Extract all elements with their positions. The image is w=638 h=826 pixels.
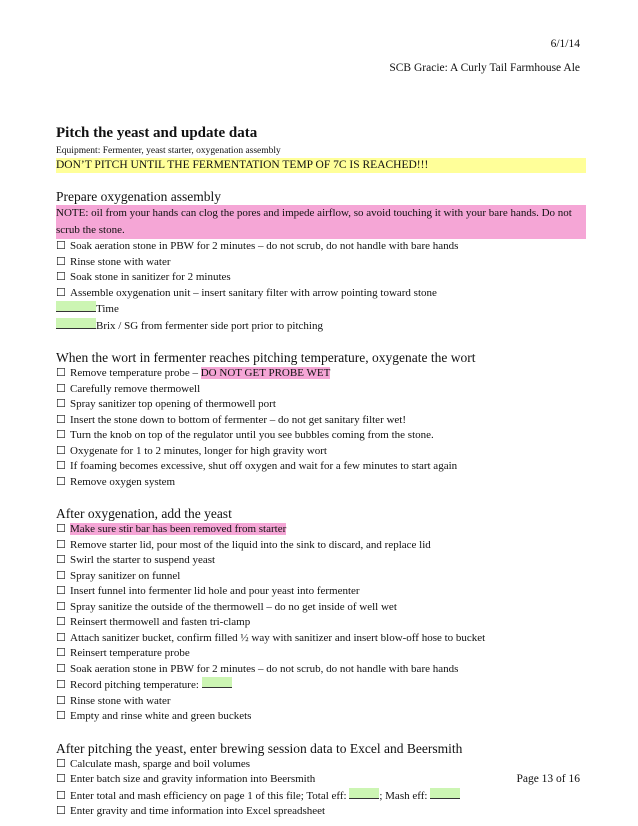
checkbox-icon[interactable]: ☐ bbox=[56, 398, 66, 410]
checkbox-icon[interactable]: ☐ bbox=[56, 789, 66, 802]
checkbox-icon[interactable]: ☐ bbox=[56, 286, 66, 299]
section-oxygenation bbox=[56, 188, 586, 334]
checklist-item: ☐ Reinsert thermowell and fasten tri-clamp bbox=[56, 615, 586, 631]
blank-field[interactable] bbox=[56, 301, 96, 312]
checklist-item: ☐ Rinse stone with water bbox=[56, 694, 586, 710]
checklist bbox=[56, 757, 586, 788]
checklist-item: ☐ Rinse stone with water bbox=[56, 255, 586, 271]
checklist-item: ☐ Attach sanitizer bucket, confirm filled ½ way with sanitizer and insert blow-off hose to bucket bbox=[56, 631, 586, 647]
oxygenation-note: NOTE: oil from your hands can clog the pores and impede airflow, so avoid touching it with your bare hands. Do not scrub the stone. bbox=[56, 205, 586, 239]
checklist-item: ☐ Enter gravity and time information into Excel spreadsheet bbox=[56, 804, 586, 820]
checkbox-icon[interactable]: ☐ bbox=[56, 805, 66, 817]
blank-time-line: Time bbox=[56, 301, 586, 318]
checklist-item: ☐ If foaming becomes excessive, shut off oxygen and wait for a few minutes to start again bbox=[56, 459, 586, 475]
checkbox-icon[interactable]: ☐ bbox=[56, 631, 66, 644]
checklist-item: ☐ Turn the knob on top of the regulator until you see bubbles coming from the stone. bbox=[56, 428, 586, 444]
checkbox-icon[interactable]: ☐ bbox=[56, 538, 66, 551]
checklist-item: ☐ Remove oxygen system bbox=[56, 475, 586, 491]
checkbox-icon[interactable]: ☐ bbox=[56, 679, 66, 691]
checkbox-icon[interactable]: ☐ bbox=[56, 255, 66, 268]
checkbox-icon[interactable]: ☐ bbox=[56, 475, 66, 488]
header-title: SCB Gracie: A Curly Tail Farmhouse Ale bbox=[389, 62, 580, 74]
blank-brix-line: Brix / SG from fermenter side port prior to pitching bbox=[56, 318, 586, 335]
checklist-item: ☐ Spray sanitizer top opening of thermowell port bbox=[56, 397, 586, 413]
checkbox-icon[interactable]: ☐ bbox=[56, 569, 66, 582]
blank-field[interactable] bbox=[56, 318, 96, 329]
checkbox-icon[interactable]: ☐ bbox=[56, 271, 66, 283]
checklist bbox=[56, 538, 586, 678]
checklist-item: ☐ Empty and rinse white and green buckets bbox=[56, 709, 586, 725]
checkbox-icon[interactable]: ☐ bbox=[56, 382, 66, 395]
checkbox-icon[interactable]: ☐ bbox=[56, 240, 66, 252]
checklist-item: ☐ Swirl the starter to suspend yeast bbox=[56, 553, 586, 569]
checklist-item: ☐ Remove starter lid, pour most of the liquid into the sink to discard, and replace lid bbox=[56, 538, 586, 554]
checklist-item: ☐ Soak stone in sanitizer for 2 minutes bbox=[56, 270, 586, 286]
checkbox-icon[interactable]: ☐ bbox=[56, 413, 66, 426]
blank-field[interactable] bbox=[202, 677, 232, 688]
checkbox-icon[interactable]: ☐ bbox=[56, 585, 66, 597]
checklist-item: ☐ Soak aeration stone in PBW for 2 minutes – do not scrub, do not handle with bare hands bbox=[56, 239, 586, 255]
checklist-item bbox=[56, 522, 586, 538]
checklist-item: ☐ Spray sanitizer on funnel bbox=[56, 569, 586, 585]
checklist bbox=[56, 694, 586, 725]
checkbox-icon[interactable]: ☐ bbox=[56, 444, 66, 457]
checkbox-icon[interactable]: ☐ bbox=[56, 773, 66, 785]
section-heading: After pitching the yeast, enter brewing session data to Excel and Beersmith bbox=[56, 740, 463, 756]
checkbox-icon[interactable]: ☐ bbox=[56, 694, 66, 707]
page-number: Page 13 of 16 bbox=[516, 773, 580, 785]
section-wort bbox=[56, 349, 586, 490]
checkbox-icon[interactable]: ☐ bbox=[56, 616, 66, 628]
checklist bbox=[56, 239, 586, 301]
checklist-item: ☐ Soak aeration stone in PBW for 2 minutes – do not scrub, do not handle with bare hands bbox=[56, 662, 586, 678]
page-heading: Pitch the yeast and update data bbox=[56, 125, 258, 141]
highlight-warning: Make sure stir bar has been removed from starter bbox=[70, 523, 287, 535]
checklist-item: ☐ Enter total and mash efficiency on page 1 of this file; Total eff: ; Mash eff: bbox=[56, 788, 586, 805]
checklist-item: ☐ Oxygenate for 1 to 2 minutes, longer for high gravity wort bbox=[56, 444, 586, 460]
checkbox-icon[interactable]: ☐ bbox=[56, 554, 66, 566]
checkbox-icon[interactable]: ☐ bbox=[56, 523, 66, 535]
checklist-item: ☐ Insert funnel into fermenter lid hole and pour yeast into fermenter bbox=[56, 584, 586, 600]
checklist-item: ☐ Spray sanitize the outside of the thermowell – do no get inside of well wet bbox=[56, 600, 586, 616]
checkbox-icon[interactable]: ☐ bbox=[56, 757, 66, 770]
checklist-item: ☐ Insert the stone down to bottom of fermenter – do not get sanitary filter wet! bbox=[56, 413, 586, 429]
header-date: 6/1/14 bbox=[550, 38, 580, 50]
section-heading: When the wort in fermenter reaches pitching temperature, oxygenate the wort bbox=[56, 350, 476, 365]
equipment-line: Equipment: Fermenter, yeast starter, oxygenation assembly bbox=[56, 146, 281, 156]
section-yeast bbox=[56, 505, 586, 725]
highlight-warning: DO NOT GET PROBE WET bbox=[200, 367, 331, 379]
checkbox-icon[interactable]: ☐ bbox=[56, 600, 66, 613]
document-body bbox=[56, 124, 586, 820]
checklist-item: ☐ Record pitching temperature: bbox=[56, 677, 586, 694]
checkbox-icon[interactable]: ☐ bbox=[56, 367, 66, 379]
checklist-item: ☐ Remove temperature probe – DO NOT GET PROBE WET bbox=[56, 366, 586, 382]
section-data bbox=[56, 740, 586, 820]
checkbox-icon[interactable]: ☐ bbox=[56, 647, 66, 659]
section-heading: Prepare oxygenation assembly bbox=[56, 189, 221, 204]
checklist-item: ☐ Calculate mash, sparge and boil volumes bbox=[56, 757, 586, 773]
checkbox-icon[interactable]: ☐ bbox=[56, 429, 66, 441]
pitch-warning: DON’T PITCH UNTIL THE FERMENTATION TEMP OF 7C IS REACHED!!! bbox=[56, 158, 586, 173]
section-heading: After oxygenation, add the yeast bbox=[56, 506, 232, 521]
checklist-item: ☐ Enter batch size and gravity information into Beersmith bbox=[56, 772, 586, 788]
checkbox-icon[interactable]: ☐ bbox=[56, 662, 66, 675]
blank-field[interactable] bbox=[430, 788, 460, 799]
checklist-item: ☐ Carefully remove thermowell bbox=[56, 382, 586, 398]
blank-field[interactable] bbox=[349, 788, 379, 799]
checklist-item: ☐ Reinsert temperature probe bbox=[56, 646, 586, 662]
checklist-item: ☐ Assemble oxygenation unit – insert sanitary filter with arrow pointing toward stone bbox=[56, 286, 586, 302]
checkbox-icon[interactable]: ☐ bbox=[56, 710, 66, 722]
checklist bbox=[56, 382, 586, 491]
checkbox-icon[interactable]: ☐ bbox=[56, 460, 66, 472]
